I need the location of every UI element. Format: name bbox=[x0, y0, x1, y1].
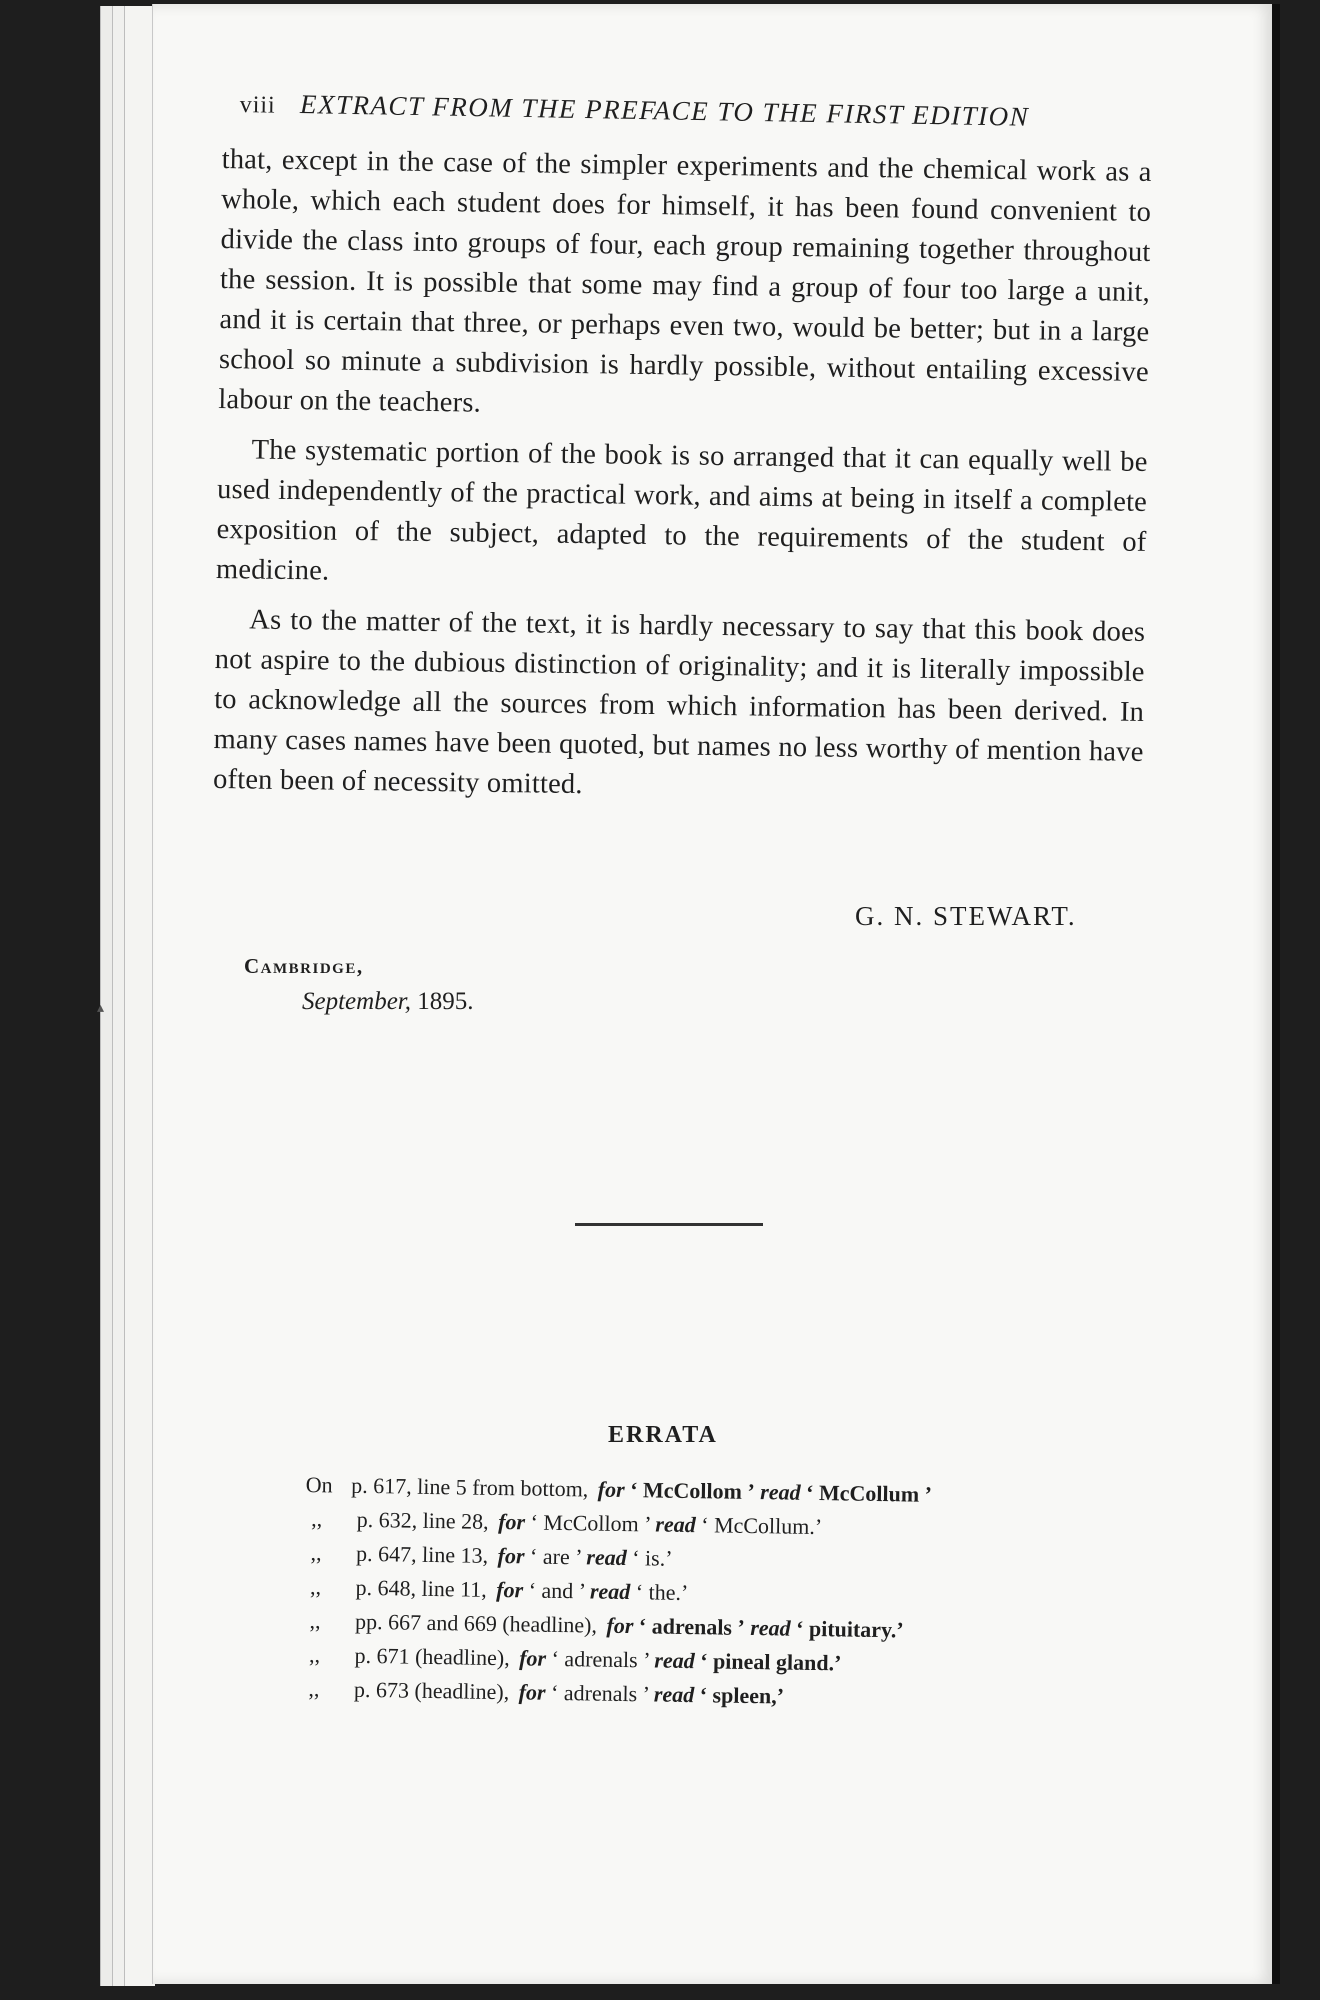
page-gutter-shadow bbox=[1272, 4, 1280, 1984]
correct-text: ‘ McCollum.’ bbox=[701, 1512, 823, 1540]
read-word: read bbox=[760, 1479, 801, 1505]
read-word: read bbox=[750, 1615, 791, 1641]
correct-text: ‘ is.’ bbox=[632, 1545, 673, 1571]
for-word: for bbox=[606, 1612, 634, 1639]
read-word: read bbox=[653, 1681, 695, 1708]
paragraph: As to the matter of the text, it is hardly necessary to say that this book does not aspire to the dubious distinction of originality; and it is literally impossible to acknowledge all the sources from which information has been derived. In many cases names have been quoted, but names no less worthy of mention have often been of necessity omitted. bbox=[212, 604, 1146, 801]
entry-location: p. 671 (headline), bbox=[354, 1642, 510, 1671]
section-divider bbox=[575, 1223, 763, 1226]
entry-location: p. 647, line 13, bbox=[355, 1540, 489, 1568]
correct-text: ‘ pineal gland.’ bbox=[700, 1648, 842, 1676]
wrong-text: ‘ adrenals ’ bbox=[551, 1645, 650, 1673]
paragraph: that, except in the case of the simpler experiments and the chemical work as a whole, which each student does for himself, it has been found convenient to divide the class into groups of four, each group remaining together throughout the session. It is possible that some may find a group of four too large a unit, and it is certain that three, or perhaps even two, would be better; but in a large school so minute a subdivision is hardly possible, without entailing excessive labour on the teachers. bbox=[218, 143, 1152, 419]
page-number: viii bbox=[239, 91, 276, 119]
for-word: for bbox=[519, 1645, 547, 1671]
for-word: for bbox=[496, 1577, 524, 1603]
for-word: for bbox=[497, 1543, 525, 1569]
wrong-text: ‘ and ’ bbox=[528, 1577, 585, 1604]
entry-location: pp. 667 and 669 (headline), bbox=[354, 1608, 598, 1638]
entry-lead: ,, bbox=[309, 1574, 322, 1600]
wrong-text: ‘ McCollom ’ bbox=[530, 1509, 651, 1537]
entry-lead: ,, bbox=[311, 1506, 323, 1532]
entry-lead: ,, bbox=[308, 1642, 321, 1668]
correct-text: ‘ McCollum ’ bbox=[805, 1479, 933, 1507]
entry-location: p. 617, line 5 from bottom, bbox=[351, 1472, 589, 1502]
place-line: Cambridge, bbox=[244, 954, 364, 978]
read-word: read bbox=[586, 1544, 627, 1571]
page-edge bbox=[124, 6, 155, 1986]
preface-text bbox=[213, 140, 1152, 823]
entry-lead: ,, bbox=[309, 1608, 321, 1634]
correct-text: ‘ the.’ bbox=[635, 1579, 689, 1606]
date-line bbox=[302, 988, 474, 1016]
for-word: for bbox=[597, 1476, 625, 1503]
date-month: September, bbox=[302, 988, 411, 1015]
scan-speck-mark: ▴ bbox=[97, 1001, 105, 1016]
for-word: for bbox=[518, 1679, 546, 1705]
wrong-text: ‘ McCollom ’ bbox=[629, 1477, 755, 1505]
entry-location: p. 673 (headline), bbox=[353, 1676, 510, 1705]
wrong-text: ‘ adrenals ’ bbox=[550, 1679, 649, 1707]
entry-lead: On bbox=[305, 1471, 333, 1498]
running-title: EXTRACT FROM THE PREFACE TO THE FIRST EDITION bbox=[299, 89, 1030, 132]
read-word: read bbox=[654, 1647, 695, 1674]
read-word: read bbox=[655, 1511, 696, 1538]
entry-location: p. 632, line 28, bbox=[356, 1506, 489, 1534]
errata-list bbox=[302, 1468, 1106, 1719]
for-word: for bbox=[497, 1509, 526, 1535]
correct-text: ‘ spleen,’ bbox=[699, 1682, 785, 1709]
errata-heading: ERRATA bbox=[608, 1422, 718, 1448]
wrong-text: ‘ are ’ bbox=[529, 1543, 582, 1570]
entry-location: p. 648, line 11, bbox=[355, 1574, 487, 1602]
author-signature: G. N. STEWART. bbox=[855, 901, 1077, 931]
entry-lead: ,, bbox=[308, 1676, 320, 1702]
wrong-text: ‘ adrenals ’ bbox=[638, 1613, 746, 1640]
entry-lead: ,, bbox=[310, 1540, 322, 1566]
read-word: read bbox=[589, 1578, 631, 1605]
correct-text: ‘ pituitary.’ bbox=[795, 1615, 904, 1643]
date-year: 1895. bbox=[417, 988, 474, 1015]
paragraph: The systematic portion of the book is so arranged that it can equally well be used independently of the practical work, and aims at being in itself a complete exposition of the subject, adapted to the requirements of the student of medicine. bbox=[215, 434, 1148, 587]
